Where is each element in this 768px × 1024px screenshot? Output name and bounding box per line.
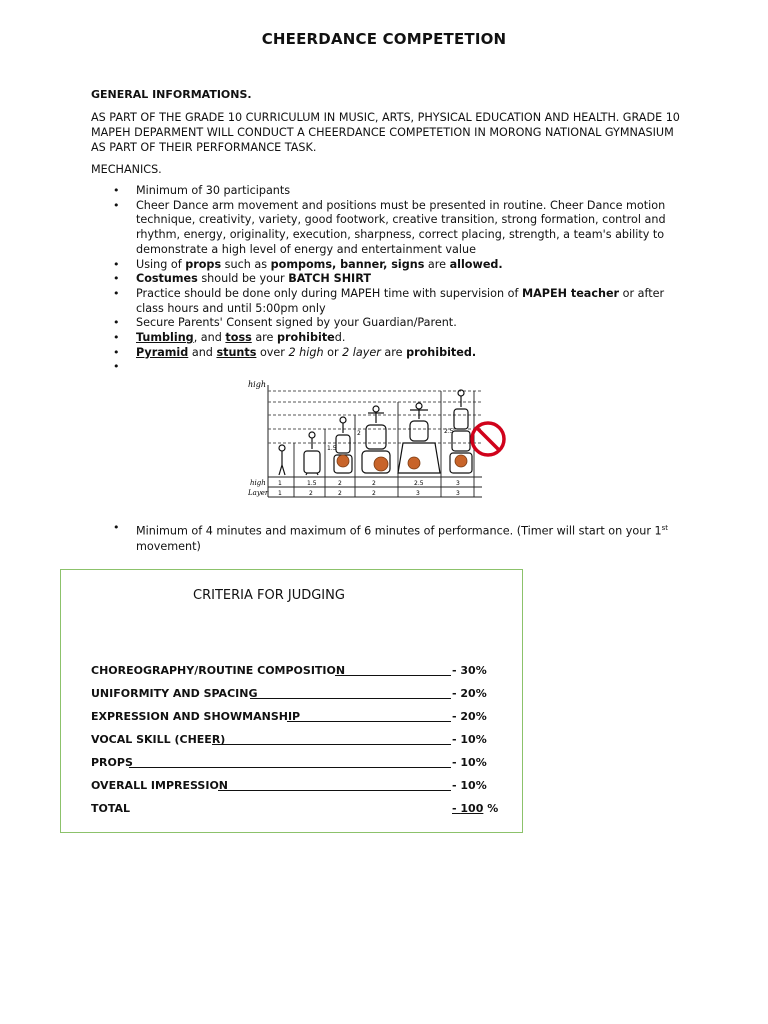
intro-paragraph: AS PART OF THE GRADE 10 CURRICULUM IN MUSIC, ARTS, PHYSICAL EDUCATION AND HEALTH. GRADE 10 MAPEH DEPARMENT WILL CONDUCT A CHEERDANCE COMPETETION IN MORONG NATIONAL GYMNASIUM AS PART OF THEIR PERFORMANCE TASK.: [91, 111, 680, 154]
height-row: [278, 480, 460, 487]
criteria-percent: - 30%: [452, 664, 487, 677]
criteria-percent: - 10%: [452, 733, 487, 746]
bullet-marker: •: [113, 345, 120, 359]
bullet-text: , and: [193, 331, 226, 345]
height-mark: 2.5: [444, 428, 454, 435]
bullet-text: such as: [221, 257, 271, 271]
bullet-bold-text: prohibited.: [406, 345, 477, 359]
bullet-text: Secure Parents' Consent signed by your Guardian/Parent.: [136, 316, 457, 330]
bullet-text: are: [251, 331, 277, 345]
height-mark: 2: [357, 430, 361, 437]
prohibited-sign-icon: [468, 419, 508, 459]
layer-row: [278, 490, 460, 497]
list-item: [0, 331, 680, 346]
bullet-bold-text: allowed.: [449, 257, 503, 271]
bullet-text: Cheer Dance arm movement and positions must be presented in routine. Cheer Dance motion technique, creativity, variety, good footwork, creative transition, strong formation, control and rhythm, energy, originality, execution, sharpness, correct placing, strength, a team's ability to demonstrate a high level of energy and entertainment value: [136, 198, 666, 256]
bullet-marker: •: [113, 257, 120, 271]
criteria-label: CHOREOGRAPHY/ROUTINE COMPOSITION: [91, 664, 346, 677]
total-dash: -: [452, 802, 461, 815]
fill-line: [250, 698, 451, 699]
bullet-text: Using of: [136, 257, 186, 271]
fill-line: [218, 790, 451, 791]
bullet-text-empty: [136, 360, 140, 373]
list-item: [0, 360, 680, 375]
bullet-bold-underlined-text: Pyramid: [136, 345, 189, 359]
bullet-italic-text: 2 high: [288, 345, 324, 359]
list-item: [0, 272, 680, 287]
table-cell: 3: [456, 490, 460, 497]
fill-line: [335, 675, 451, 676]
bullet-text: are: [424, 257, 450, 271]
bullet-marker: •: [113, 521, 120, 534]
fill-line: [287, 721, 451, 722]
criteria-percent: - 10%: [452, 756, 487, 769]
table-row-label: Layer: [248, 489, 269, 497]
bullet-marker: •: [113, 286, 120, 300]
table-cell: 2: [338, 490, 342, 497]
table-cell: 3: [416, 490, 420, 497]
bullet-text: are: [380, 345, 407, 359]
bullet-bold-text: props: [185, 257, 222, 271]
criteria-percent: - 20%: [452, 687, 487, 700]
criteria-total-value: [452, 802, 498, 815]
bullet-text: or: [323, 345, 343, 359]
criteria-total-row: [91, 802, 511, 816]
criteria-label: EXPRESSION AND SHOWMANSHIP: [91, 710, 301, 723]
superscript: st: [661, 524, 669, 532]
criteria-percent: - 20%: [452, 710, 487, 723]
pompom-props: [337, 455, 467, 471]
criteria-row: [91, 710, 511, 724]
table-cell: 2: [338, 480, 342, 487]
mechanics-heading: MECHANICS.: [91, 163, 162, 176]
table-cell: 1.5: [307, 480, 317, 487]
pyramid-diagram: [248, 377, 482, 499]
criteria-label: UNIFORMITY AND SPACING: [91, 687, 258, 700]
bullet-text: Practice should be done only during MAPEH time with supervision of: [136, 286, 522, 300]
bullet-marker: •: [113, 184, 120, 197]
list-item: [0, 346, 680, 361]
criteria-box: [60, 569, 523, 833]
bullet-bold-text: Costumes: [136, 272, 198, 286]
bullet-marker: •: [113, 360, 120, 374]
table-cell: 2: [372, 480, 376, 487]
height-mark: 1.5: [327, 445, 337, 452]
bullet-bold-underlined-text: stunts: [216, 345, 257, 359]
criteria-label: VOCAL SKILL (CHEER): [91, 733, 226, 746]
bullet-bold-text: prohibite: [276, 331, 335, 345]
criteria-title: CRITERIA FOR JUDGING: [193, 588, 345, 603]
bullet-text: or after class hours and until 5:00pm only: [136, 286, 665, 315]
bullet-bold-text: pompoms, banner, signs: [270, 257, 425, 271]
fill-line: [129, 767, 451, 768]
bullet-text: and: [188, 345, 217, 359]
document-title: CHEERDANCE COMPETETION: [261, 30, 507, 48]
table-cell: 3: [456, 480, 460, 487]
criteria-total-label: TOTAL: [91, 802, 131, 815]
bullet-text-part: movement): [136, 539, 201, 553]
bullet-bold-underlined-text: toss: [225, 331, 252, 345]
bullet-text: [136, 521, 676, 554]
bullet-italic-text: 2 layer: [342, 345, 381, 359]
bullet-bold-text: MAPEH teacher: [521, 286, 620, 300]
criteria-row: [91, 733, 511, 747]
bullet-text: should be your: [197, 272, 289, 286]
bullet-text: d.: [334, 331, 346, 345]
bullet-marker: •: [113, 272, 120, 286]
bullet-marker: •: [113, 331, 120, 345]
table-cell: 2: [372, 490, 376, 497]
bullet-bold-text: BATCH SHIRT: [288, 272, 371, 286]
bullet-text: over: [256, 345, 289, 359]
criteria-label: PROPS: [91, 756, 133, 769]
table-cell: 1: [278, 490, 282, 497]
list-item: [0, 316, 680, 331]
total-number: 100: [460, 802, 484, 815]
bullet-marker: •: [113, 316, 120, 330]
table-cell: 2.5: [414, 480, 424, 487]
criteria-percent: - 10%: [452, 779, 487, 792]
general-info-heading: GENERAL INFORMATIONS.: [91, 88, 252, 101]
criteria-row: [91, 664, 511, 678]
bullet-text-part: Minimum of 4 minutes and maximum of 6 minutes of performance. (Timer will start on your 1: [136, 524, 662, 538]
criteria-row: [91, 687, 511, 701]
table-cell: 1: [278, 480, 282, 487]
list-item: [0, 199, 680, 258]
criteria-row: [91, 779, 511, 793]
bullet-bold-underlined-text: Tumbling: [136, 331, 194, 345]
criteria-label: OVERALL IMPRESSION: [91, 779, 229, 792]
pyramid-height-figure: [248, 377, 482, 499]
list-item: [0, 258, 680, 273]
fill-line: [212, 744, 451, 745]
bullet-text: Minimum of 30 participants: [136, 184, 291, 197]
mechanics-list: [0, 184, 680, 375]
list-item: [0, 184, 680, 199]
table-row-label: high: [250, 479, 266, 487]
axis-label: high: [248, 380, 266, 389]
criteria-row: [91, 756, 511, 770]
list-item: [0, 287, 680, 316]
total-unit: %: [483, 802, 499, 815]
bullet-marker: •: [113, 198, 120, 212]
table-cell: 2: [309, 490, 313, 497]
